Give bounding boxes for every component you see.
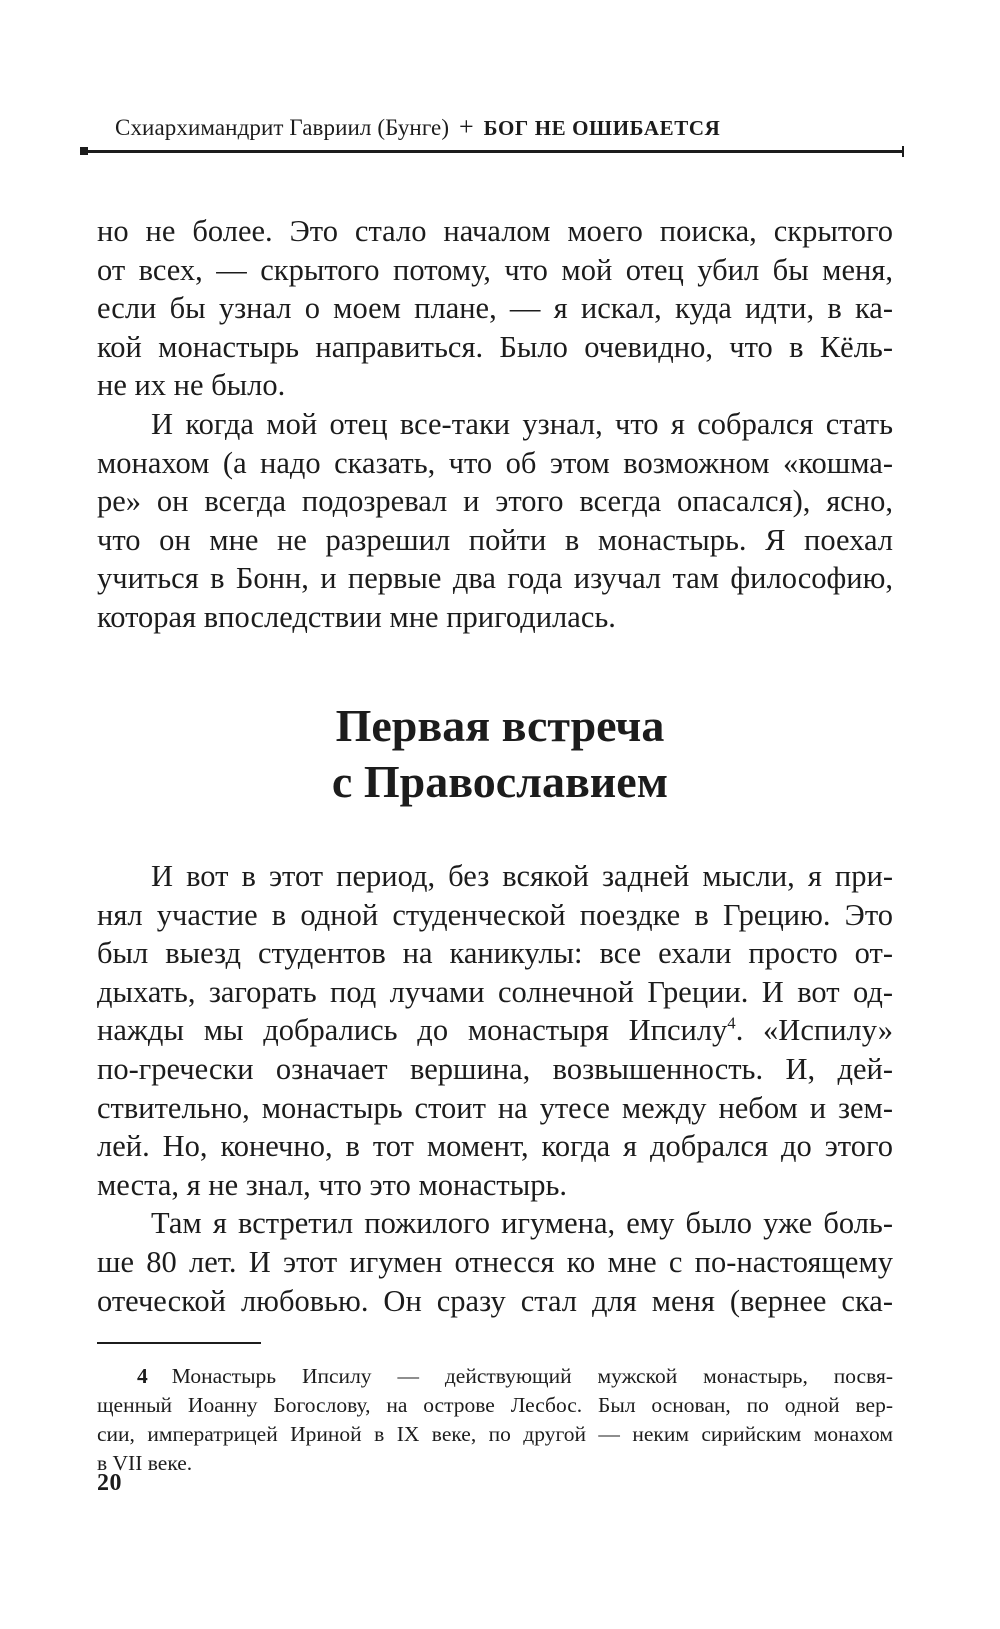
footnote-line: сии, императрицей Ириной в IX веке, по другой — неким сирийским монахом [97, 1422, 893, 1446]
text-line: если бы узнал о моем плане, — я искал, куда идти, в ка- [97, 291, 893, 326]
footnote-rule [97, 1342, 261, 1344]
text-line: места, я не знал, что это монастырь. [97, 1167, 567, 1202]
header-rule [82, 150, 903, 153]
cross-separator-icon: + [459, 112, 474, 141]
footnote-text: Монастырь Ипсилу — действующий мужской монастырь, посвя- [171, 1364, 893, 1388]
section-heading [0, 698, 1000, 810]
text-line: монахом (а надо сказать, что об этом возможном «кошма- [97, 445, 893, 480]
footnote-line [97, 1362, 893, 1391]
text-line: что он мне не разрешил пойти в монастырь. Я поехал [97, 522, 893, 557]
text-line: ше 80 лет. И этот игумен отнесся ко мне с по-настоящему [97, 1244, 893, 1279]
running-head [115, 113, 720, 142]
text-fragment: . «Испилу» [735, 1013, 893, 1048]
text-line: нял участие в одной студенческой поездке в Грецию. Это [97, 897, 893, 932]
footnote [97, 1362, 893, 1478]
text-line: отеческой любовью. Он сразу стал для меня (вернее ска- [97, 1283, 893, 1318]
paragraphs-top [97, 212, 893, 637]
text-line: но не более. Это стало началом моего поиска, скрытого [97, 214, 893, 248]
footnote-line: в VII веке. [97, 1451, 193, 1475]
footnote-number: 4 [137, 1364, 148, 1388]
section-heading-line: с Православием [331, 756, 669, 807]
footnote-reference: 4 [727, 1013, 736, 1033]
header-rule-left-cap [80, 147, 88, 155]
paragraphs-bottom [97, 857, 893, 1320]
footnote-line: щенный Иоанну Богослову, на острове Лесбос. Был основан, по одной вер- [97, 1393, 893, 1417]
text-line: Там я встретил пожилого игумена, ему было уже боль- [151, 1206, 893, 1241]
text-line: от всех, — скрытого потому, что мой отец убил бы меня, [97, 252, 893, 287]
text-line: дыхать, загорать под лучами солнечной Греции. И вот од- [97, 974, 893, 1009]
running-head-book-title: БОГ НЕ ОШИБАЕТСЯ [483, 116, 721, 140]
text-line: был выезд студентов на каникулы: все ехали просто от- [97, 936, 893, 971]
text-line: которая впоследствии мне пригодилась. [97, 599, 616, 634]
text-line: лей. Но, конечно, в тот момент, когда я добрался до этого [97, 1129, 893, 1164]
running-head-author: Схиархимандрит Гавриил (Бунге) [115, 115, 450, 140]
text-line: ре» он всегда подозревал и этого всегда опасался), ясно, [97, 484, 893, 519]
text-line: И когда мой отец все-таки узнал, что я собрался стать [151, 406, 893, 441]
section-heading-line: Первая встреча [335, 700, 665, 751]
text-line: кой монастырь направиться. Было очевидно, что в Кёль- [97, 329, 893, 364]
text-line: по-гречески означает вершина, возвышенность. И, дей- [97, 1051, 893, 1086]
text-line: не их не было. [97, 368, 286, 403]
text-line-with-footnote-ref [97, 1011, 893, 1050]
text-line: И вот в этот период, без всякой задней мысли, я при- [151, 859, 893, 893]
text-fragment: нажды мы добрались до монастыря Ипсилу [97, 1013, 728, 1048]
header-rule-right-cap [902, 146, 904, 157]
text-line: учиться в Бонн, и первые два года изучал там философию, [97, 561, 893, 596]
page-number: 20 [97, 1470, 122, 1496]
text-line: ствительно, монастырь стоит на утесе между небом и зем- [97, 1090, 893, 1125]
